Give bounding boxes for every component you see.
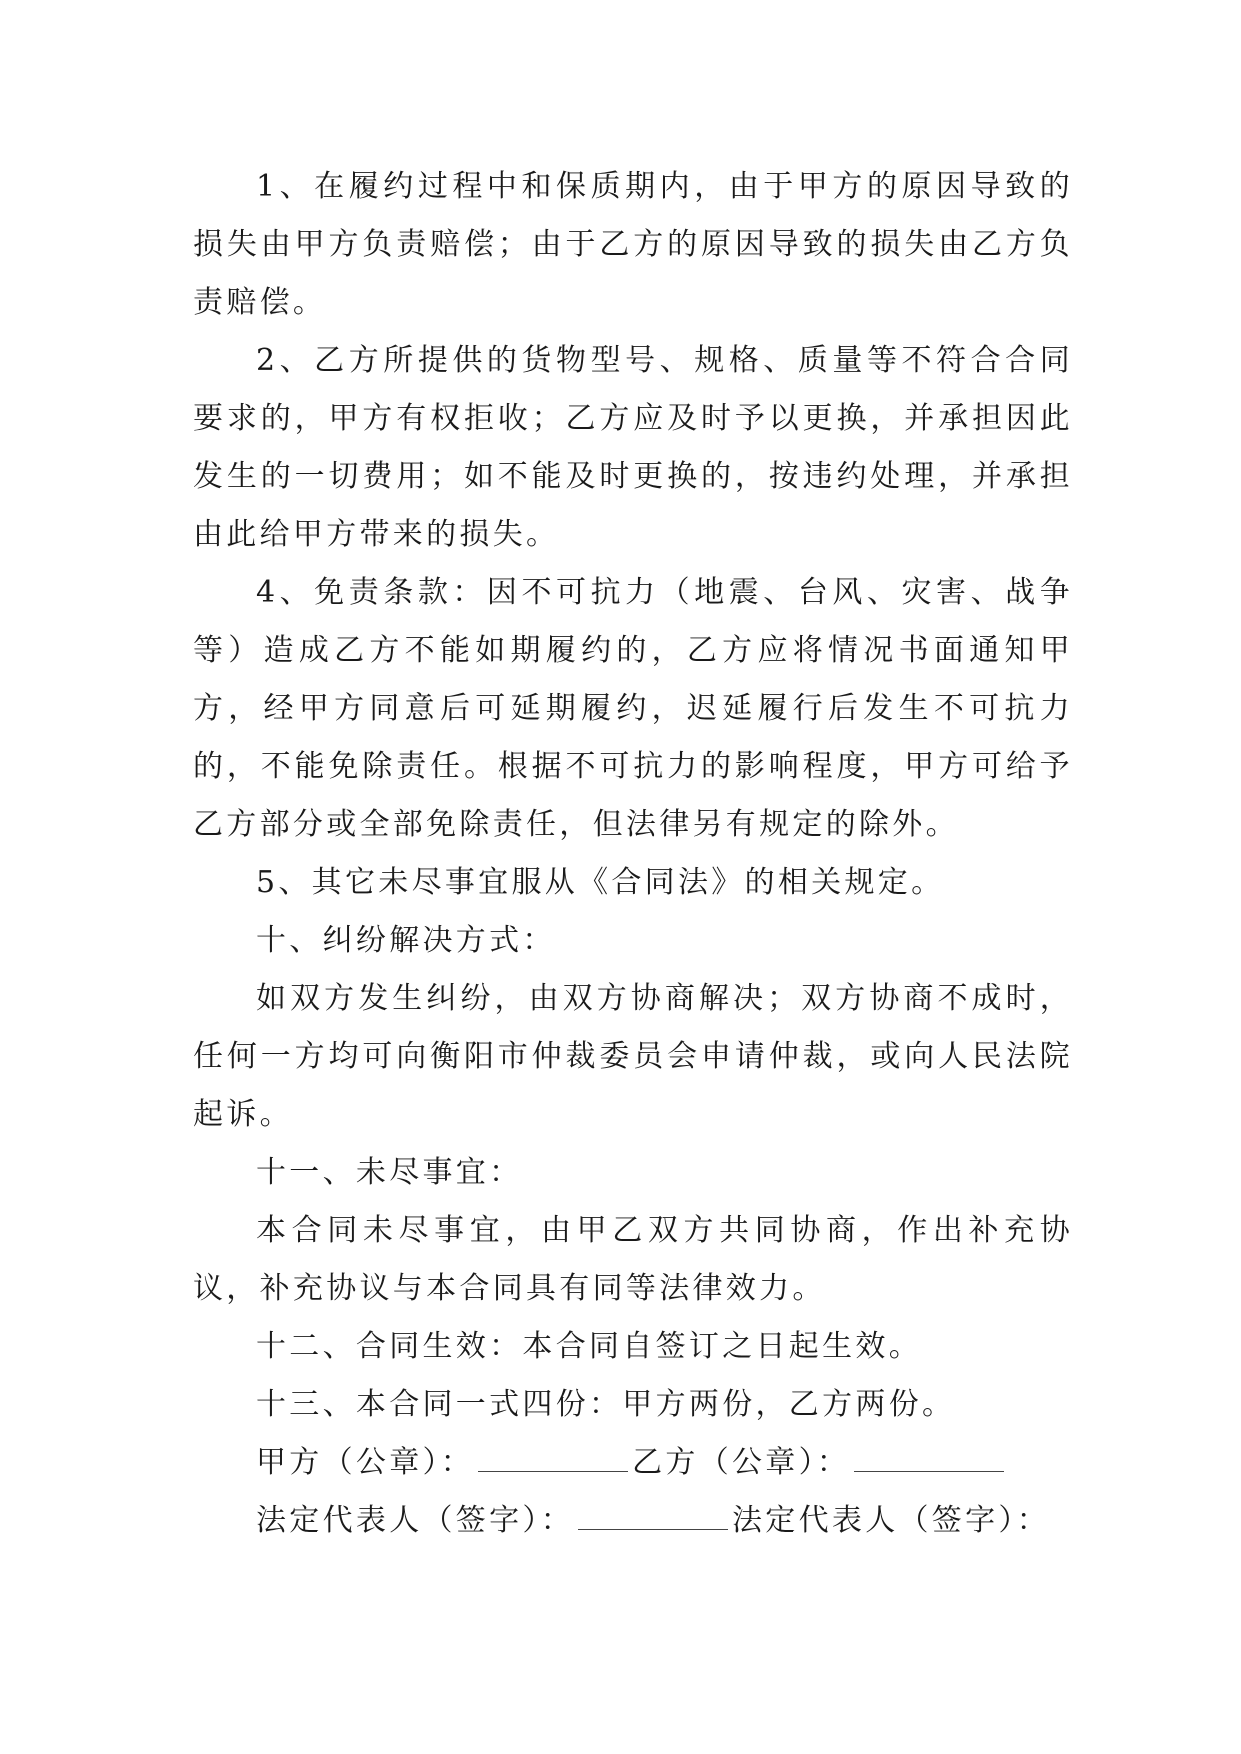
clause-1-compensation: 1、在履约过程中和保质期内，由于甲方的原因导致的损失由甲方负责赔偿；由于乙方的原因导致的损失由乙方负责赔偿。 [193, 169, 1073, 320]
party-a-rep-label: 法定代表人（签字）： [256, 1503, 574, 1538]
clause-5-contract-law: 5、其它未尽事宜服从《合同法》的相关规定。 [256, 865, 945, 900]
section-12-effective: 十二、合同生效：本合同自签订之日起生效。 [256, 1329, 922, 1364]
section-10-dispute-text: 如双方发生纠纷，由双方协商解决；双方协商不成时，任何一方均可向衡阳市仲裁委员会申请仲裁，或向人民法院起诉。 [193, 981, 1073, 1132]
section-13-copies: 十三、本合同一式四份：甲方两份，乙方两份。 [256, 1387, 956, 1422]
party-a-seal-label: 甲方（公章）： [256, 1445, 475, 1480]
party-a-seal-blank[interactable] [478, 1441, 628, 1472]
seal-line [193, 1434, 1073, 1492]
clause-2-nonconforming-goods: 2、乙方所提供的货物型号、规格、质量等不符合合同要求的，甲方有权拒收；乙方应及时予以更换，并承担因此发生的一切费用；如不能及时更换的，按违约处理，并承担由此给甲方带来的损失。 [193, 343, 1073, 552]
party-a-rep-blank[interactable] [578, 1499, 728, 1530]
party-b-seal-blank[interactable] [854, 1441, 1004, 1472]
section-10-heading: 十、纠纷解决方式： [256, 923, 556, 958]
party-b-rep-label: 法定代表人（签字）： [732, 1503, 1050, 1538]
representative-line [193, 1492, 1073, 1550]
party-b-seal-label: 乙方（公章）： [632, 1445, 851, 1480]
clause-4-force-majeure: 4、免责条款：因不可抗力（地震、台风、灾害、战争等）造成乙方不能如期履约的，乙方应将情况书面通知甲方，经甲方同意后可延期履约，迟延履行后发生不可抗力的，不能免除责任。根据不可抗力的影响程度，甲方可给予乙方部分或全部免除责任，但法律另有规定的除外。 [193, 575, 1073, 842]
document-page [193, 158, 1073, 1550]
section-11-text: 本合同未尽事宜，由甲乙双方共同协商，作出补充协议，补充协议与本合同具有同等法律效力。 [193, 1213, 1073, 1306]
section-11-heading: 十一、未尽事宜： [256, 1155, 523, 1190]
